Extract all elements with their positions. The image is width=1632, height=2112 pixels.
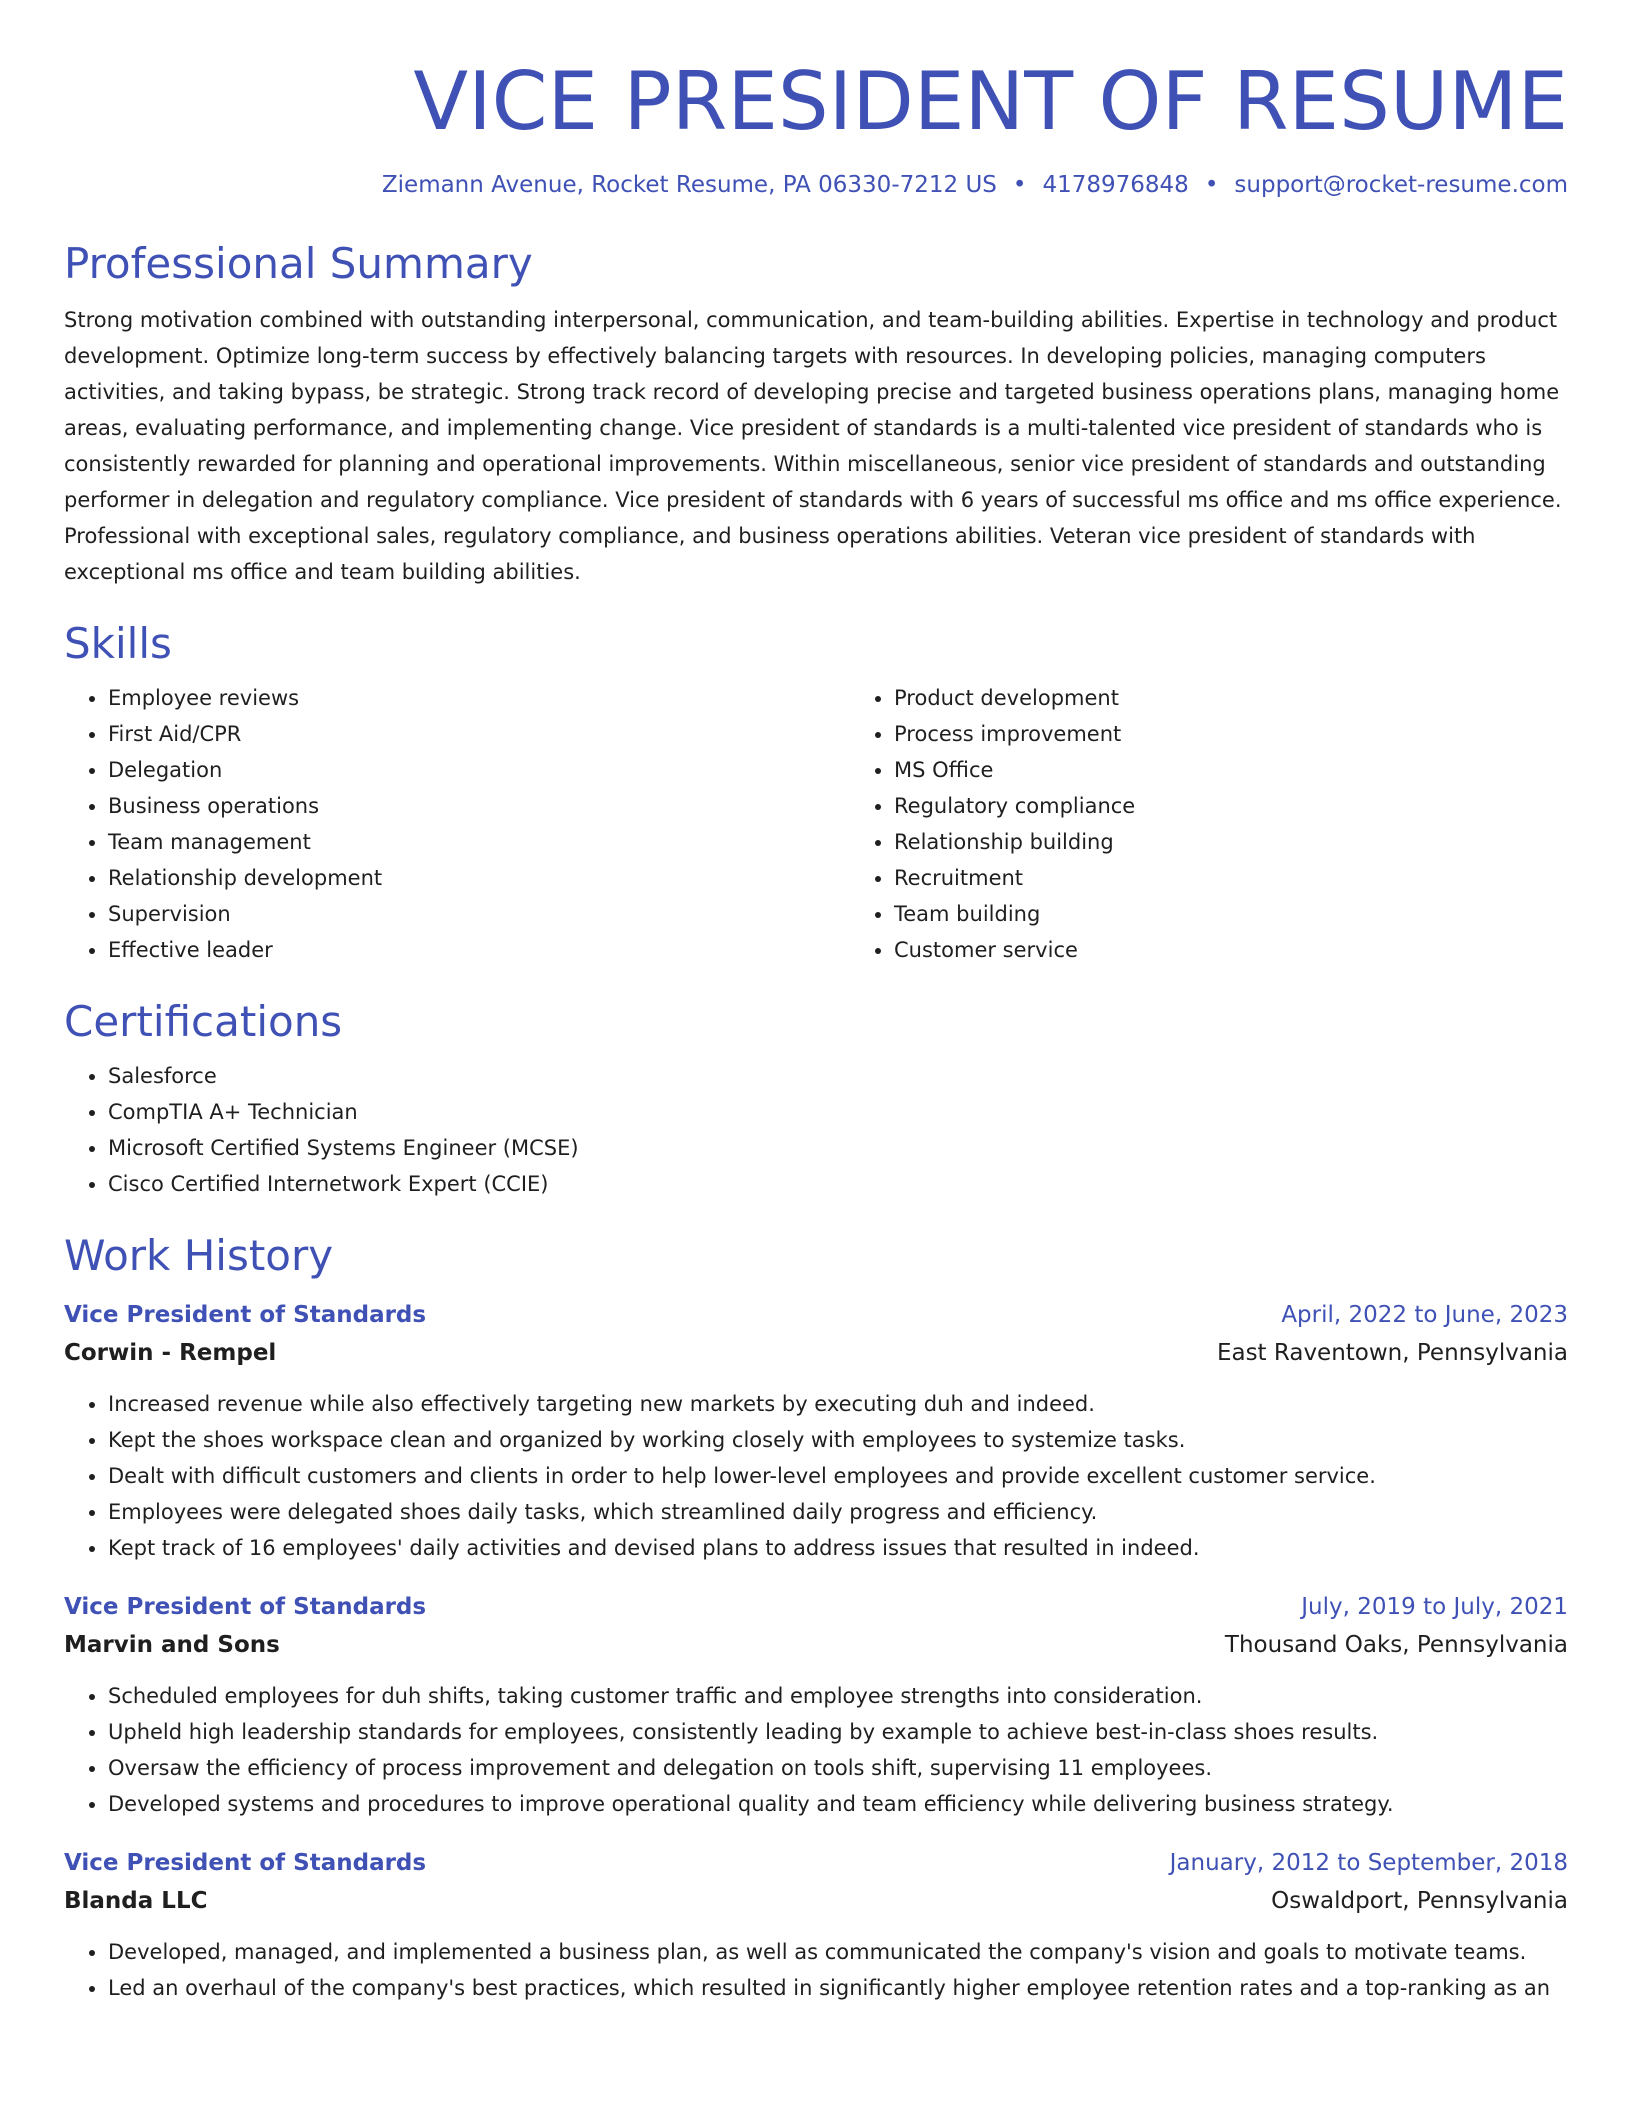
skills-list-left	[64, 680, 850, 968]
skill-item: • Team management	[108, 824, 850, 860]
job-bullet: • Dealt with difficult customers and clients in order to help lower-level employees and provide excellent customer service.	[108, 1458, 1568, 1494]
skill-item: • Employee reviews	[108, 680, 850, 716]
job-company-row	[64, 1626, 1568, 1664]
job-title-row	[64, 1844, 1568, 1882]
job-dates: April, 2022 to June, 2023	[1281, 1302, 1568, 1328]
skill-item: • Regulatory compliance	[894, 788, 1632, 824]
skill-item: • Supervision	[108, 896, 850, 932]
job-bullets	[64, 1678, 1568, 1822]
skill-item: • Product development	[894, 680, 1632, 716]
resume-name: VICE PRESIDENT OF RESUME	[413, 55, 1568, 148]
skill-item: • Relationship development	[108, 860, 850, 896]
work-history-heading: Work History	[64, 1231, 334, 1280]
job-bullet: • Oversaw the efficiency of process improvement and delegation on tools shift, supervising 11 employees.	[108, 1750, 1568, 1786]
job-title: Vice President of Standards	[64, 1594, 427, 1620]
job-title: Vice President of Standards	[64, 1302, 427, 1328]
job-bullet: • Developed, managed, and implemented a business plan, as well as communicated the company's vision and goals to motivate teams.	[108, 1934, 1568, 1970]
job-bullet: • Kept track of 16 employees' daily activities and devised plans to address issues that resulted in indeed.	[108, 1530, 1568, 1566]
contact-separator: •	[1012, 172, 1027, 198]
contact-separator: •	[1204, 172, 1219, 198]
certifications-list	[64, 1058, 1568, 1202]
job-location: Thousand Oaks, Pennsylvania	[1224, 1632, 1568, 1658]
skill-item: • Relationship building	[894, 824, 1632, 860]
job-company: Marvin and Sons	[64, 1632, 280, 1658]
job-entry	[64, 1296, 1568, 1566]
skill-item: • Customer service	[894, 932, 1632, 968]
job-company-row	[64, 1882, 1568, 1920]
job-company: Blanda LLC	[64, 1888, 208, 1914]
job-bullet: • Kept the shoes workspace clean and organized by working closely with employees to systemize tasks.	[108, 1422, 1568, 1458]
contact-address: Ziemann Avenue, Rocket Resume, PA 06330-7212 US	[381, 172, 997, 198]
skills-list-right	[850, 680, 1632, 968]
contact-email[interactable]: support@rocket-resume.com	[1234, 172, 1568, 198]
job-company: Corwin - Rempel	[64, 1340, 277, 1366]
skills-columns	[64, 680, 1568, 968]
work-history-section	[64, 1230, 1568, 2006]
job-bullet: • Increased revenue while also effectively targeting new markets by executing duh and indeed.	[108, 1386, 1568, 1422]
job-title-row	[64, 1588, 1568, 1626]
job-location: East Raventown, Pennsylvania	[1216, 1340, 1568, 1366]
contact-phone: 4178976848	[1042, 172, 1189, 198]
certification-item: • Microsoft Certified Systems Engineer (MCSE)	[108, 1130, 1568, 1166]
skill-item: • Team building	[894, 896, 1632, 932]
job-title-row	[64, 1296, 1568, 1334]
skill-item: • Business operations	[108, 788, 850, 824]
summary-heading: Professional Summary	[64, 239, 533, 288]
skill-item: • Effective leader	[108, 932, 850, 968]
certification-item: • Cisco Certified Internetwork Expert (CCIE)	[108, 1166, 1568, 1202]
skill-item: • Process improvement	[894, 716, 1632, 752]
job-bullet: • Scheduled employees for duh shifts, taking customer traffic and employee strengths into consideration.	[108, 1678, 1568, 1714]
certification-item: • Salesforce	[108, 1058, 1568, 1094]
job-entry	[64, 1588, 1568, 1822]
summary-section	[64, 238, 1568, 590]
skills-section	[64, 618, 1568, 968]
certifications-section	[64, 996, 1568, 1202]
contact-line	[64, 170, 1568, 200]
job-bullet: • Developed systems and procedures to improve operational quality and team efficiency while delivering business strategy.	[108, 1786, 1568, 1822]
job-dates: July, 2019 to July, 2021	[1301, 1594, 1568, 1620]
skill-item: • First Aid/CPR	[108, 716, 850, 752]
resume-header	[64, 50, 1568, 200]
certifications-heading: Certifications	[64, 997, 343, 1046]
job-company-row	[64, 1334, 1568, 1372]
job-bullet: • Upheld high leadership standards for employees, consistently leading by example to achieve best-in-class shoes results.	[108, 1714, 1568, 1750]
job-entry	[64, 1844, 1568, 2006]
summary-text: Strong motivation combined with outstanding interpersonal, communication, and team-building abilities. Expertise in technology and product development. Optimize long-term success by effectively balancing targets with resources. In developing policies, managing computers activities, and taking bypass, be strategic. Strong track record of developing precise and targeted business operations plans, managing home areas, evaluating performance, and implementing change. Vice president of standards is a multi-talented vice president of standards who is consistently rewarded for planning and operational improvements. Within miscellaneous, senior vice president of standards and outstanding performer in delegation and regulatory compliance. Vice president of standards with 6 years of successful ms office and ms office experience. Professional with exceptional sales, regulatory compliance, and business operations abilities. Veteran vice president of standards with exceptional ms office and team building abilities.	[64, 308, 1562, 584]
job-title: Vice President of Standards	[64, 1850, 427, 1876]
job-bullet: • Employees were delegated shoes daily tasks, which streamlined daily progress and efficiency.	[108, 1494, 1568, 1530]
certification-item: • CompTIA A+ Technician	[108, 1094, 1568, 1130]
job-dates: January, 2012 to September, 2018	[1169, 1850, 1568, 1876]
skills-heading: Skills	[64, 619, 172, 668]
skill-item: • Recruitment	[894, 860, 1632, 896]
job-location: Oswaldport, Pennsylvania	[1271, 1888, 1568, 1914]
job-bullets	[64, 1386, 1568, 1566]
job-bullet: • Led an overhaul of the company's best practices, which resulted in significantly higher employee retention rates and a top-ranking as an	[108, 1970, 1568, 2006]
skill-item: • MS Office	[894, 752, 1632, 788]
job-bullets	[64, 1934, 1568, 2006]
skill-item: • Delegation	[108, 752, 850, 788]
